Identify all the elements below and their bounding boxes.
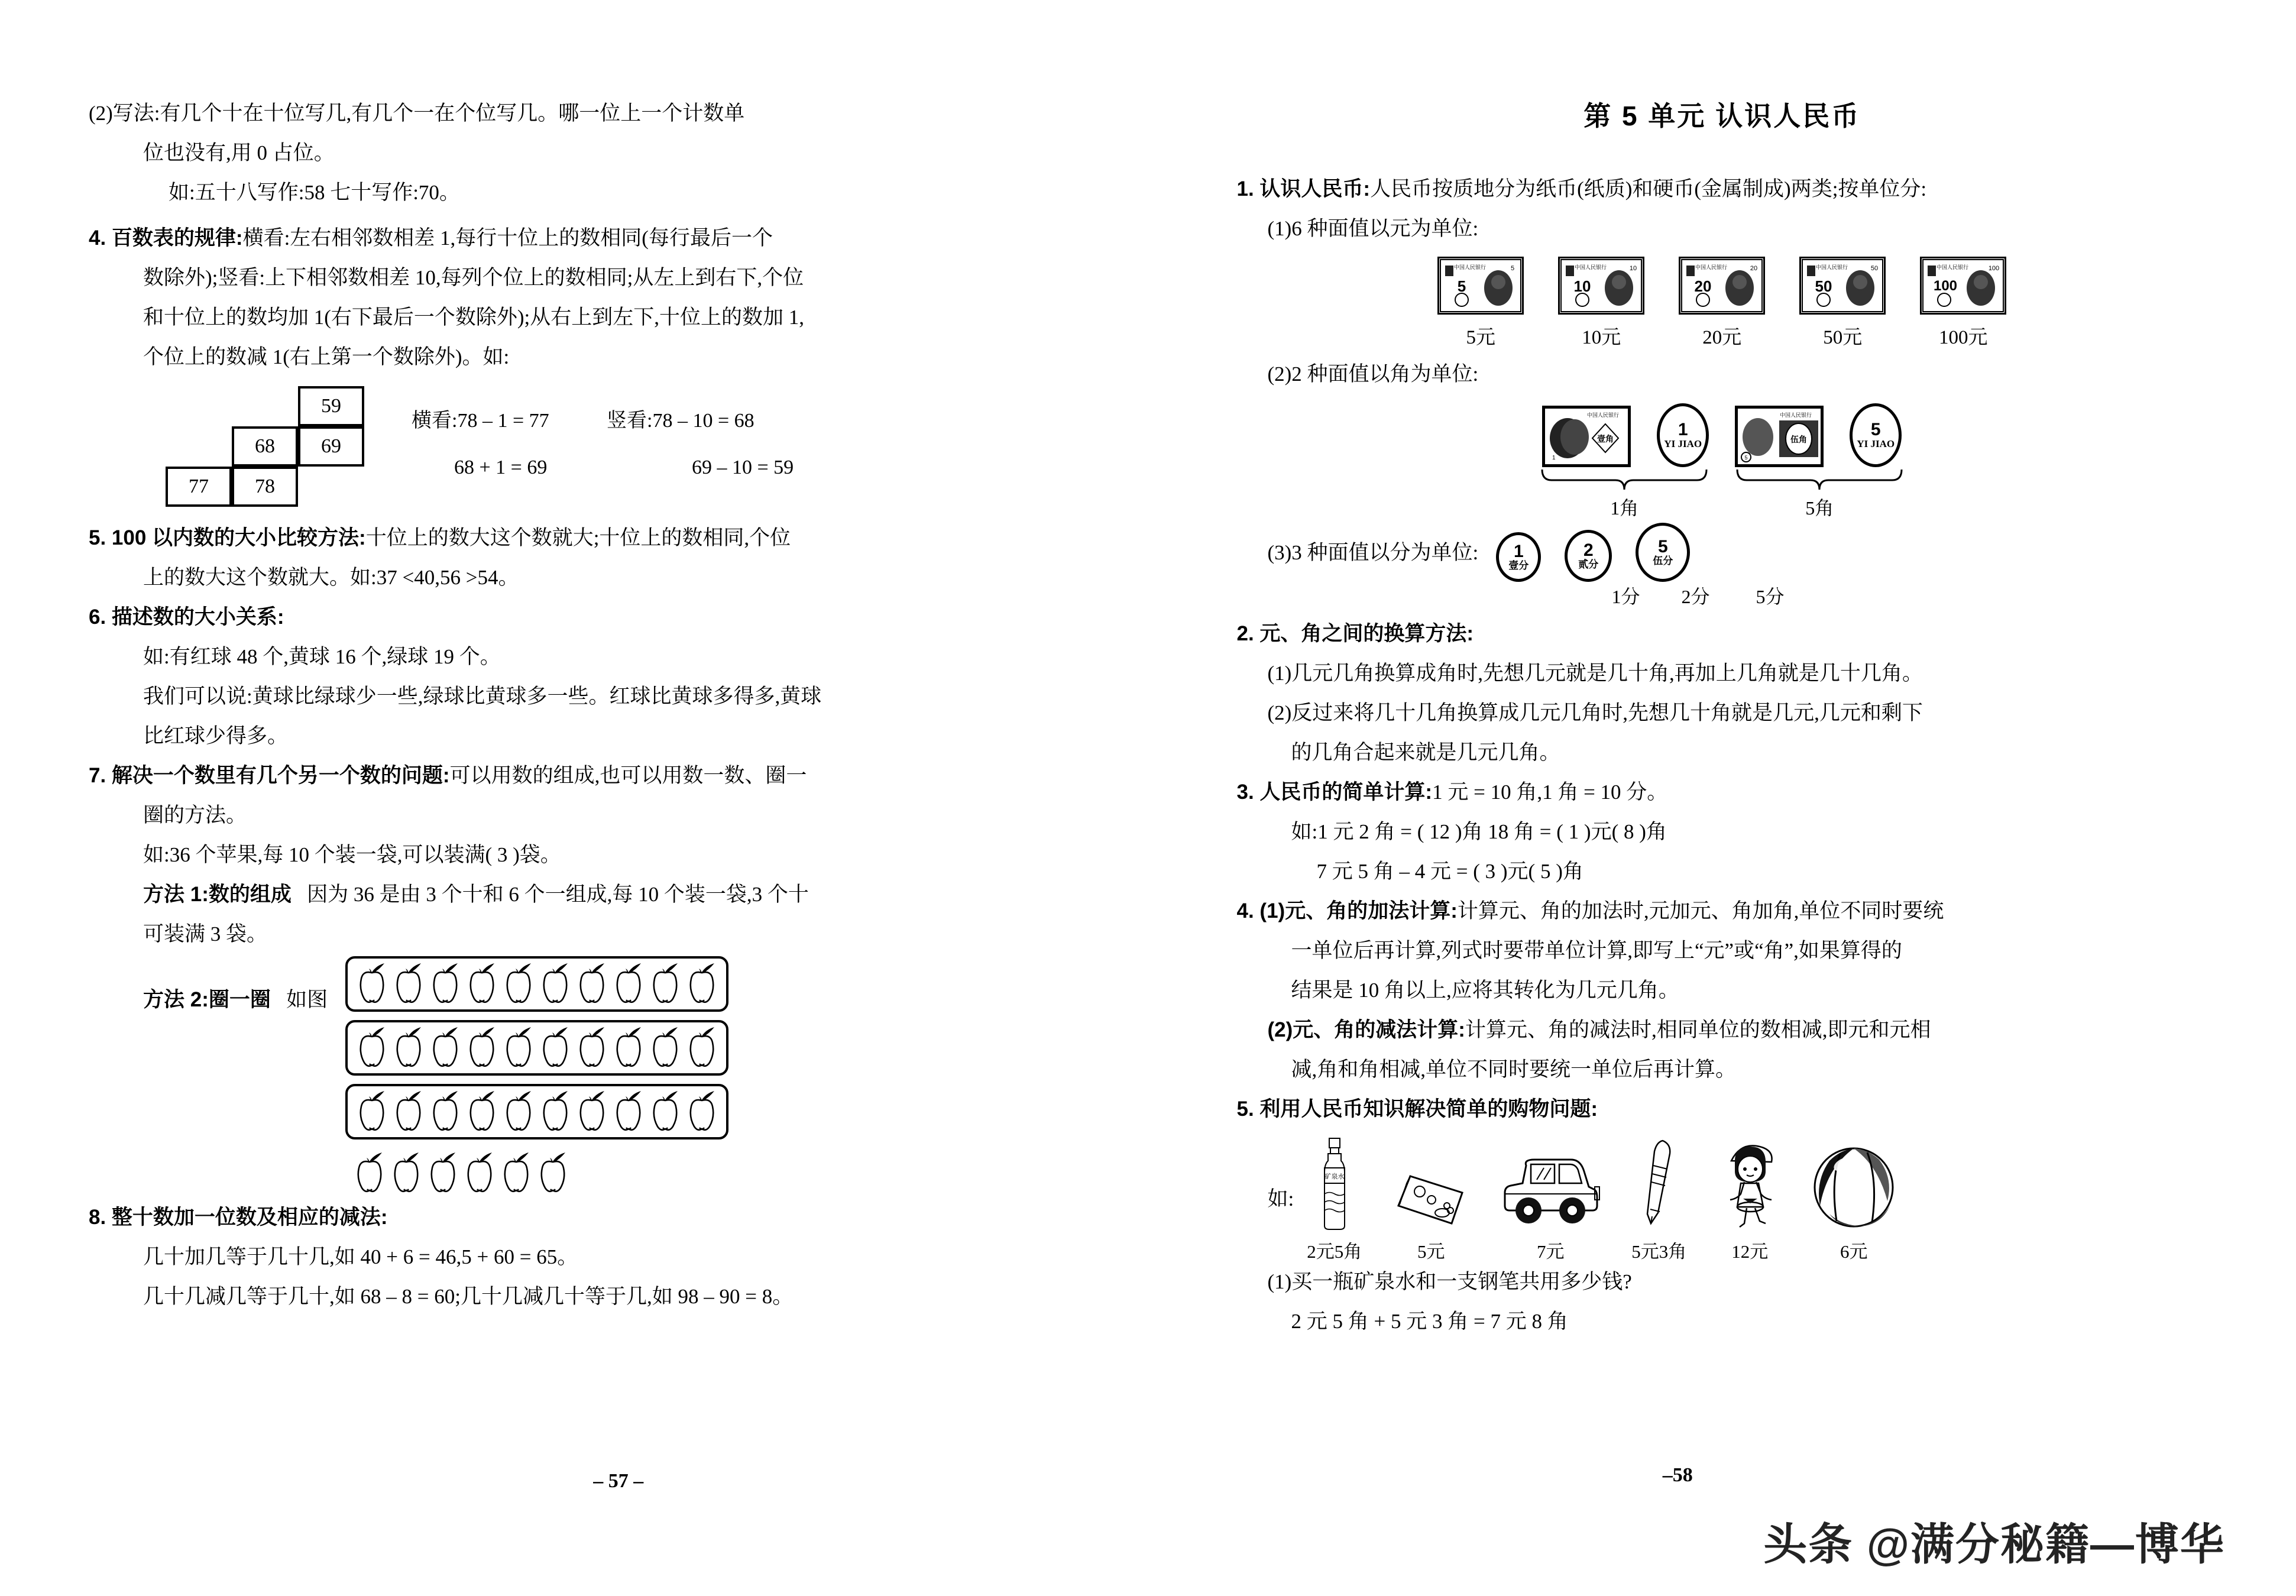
- writing-rule-line1: (2)写法:有几个十在十位写几,有几个一在个位写几。哪一位上一个计数单: [89, 102, 745, 125]
- page-number-right: –58: [1662, 1464, 1693, 1486]
- banknote-caption-100: 100元: [1939, 327, 1988, 348]
- apple-icon: [574, 1026, 610, 1070]
- item6-line3: 比红球少得多。: [143, 724, 289, 747]
- banknote-art-icon: [1439, 258, 1522, 313]
- apple-icon: [647, 1026, 684, 1070]
- apple-icon: [500, 1026, 537, 1070]
- price-fountain-pen: 5元3角: [1631, 1241, 1687, 1262]
- jiao-note-art-icon: [1544, 407, 1629, 465]
- grid-cell-68: 68: [232, 426, 298, 467]
- item4-text1: 横看:左右相邻数相差 1,每行十位上的数相同(每行最后一个: [242, 226, 773, 250]
- item7-line3: 如:36 个苹果,每 10 个装一袋,可以装满( 3 )袋。: [143, 843, 561, 866]
- fen-coin-5-chinese: 伍分: [1653, 555, 1673, 566]
- fen-coin-5: [1636, 523, 1690, 582]
- shop-item-doll: [1717, 1136, 1782, 1263]
- apple-loose-row: [345, 1148, 728, 1199]
- unit-title: 第 5 单元 认识人民币: [1583, 101, 1861, 131]
- shop-item-toy-car: [1500, 1136, 1601, 1263]
- item1-sub2: (2)2 种面值以角为单位:: [1267, 362, 1479, 386]
- shop-item-ball: [1813, 1136, 1895, 1263]
- banknote-caption-20: 20元: [1702, 327, 1742, 348]
- item7-line1: [89, 757, 1077, 794]
- calc-row-2: [412, 457, 887, 479]
- curly-brace-icon: [1735, 468, 1904, 492]
- item1-heading: 1. 认识人民币:: [1236, 177, 1371, 200]
- item3-example2: 7 元 5 角 – 4 元 = ( 3 )元( 5 )角: [1316, 860, 1583, 883]
- svg-text:矿泉水: 矿泉水: [1325, 1173, 1345, 1180]
- banknote-image-5: [1437, 257, 1524, 315]
- method2-text: 如图: [286, 988, 328, 1011]
- jiao-coin-5: [1850, 403, 1902, 467]
- apple-icon: [574, 1090, 610, 1134]
- svg-text:50: 50: [1871, 265, 1879, 272]
- item5-question: (1)买一瓶矿泉水和一支钢笔共用多少钱?: [1267, 1270, 1632, 1293]
- item2-sub1: (1)几元几角换算成角时,先想几元就是几十角,再加上几角就是几十几角。: [1267, 662, 1923, 685]
- jiao-coin-5-value: 5: [1870, 419, 1881, 439]
- item7-method1-cont: 可装满 3 袋。: [143, 922, 268, 946]
- apple-icon: [427, 1090, 464, 1134]
- apple-icon: [498, 1151, 535, 1195]
- fen-coin-1-chinese: 壹分: [1508, 559, 1529, 571]
- apple-icon: [425, 1151, 461, 1195]
- apple-icon: [537, 962, 574, 1006]
- banknote-5: [1437, 257, 1524, 349]
- svg-text:10: 10: [1630, 265, 1637, 272]
- banknote-caption-5: 5元: [1466, 327, 1495, 348]
- item4-sub1-text: 计算元、角的加法时,元加元、角加角,单位不同时要统: [1457, 899, 1944, 922]
- price-doll: 12元: [1731, 1241, 1769, 1262]
- item4-line1: [89, 219, 1077, 257]
- price-ball: 6元: [1840, 1241, 1868, 1262]
- item4-sub1-line2: 一单位后再计算,列式时要带单位计算,即写上“元”或“角”,如果算得的: [1291, 939, 1902, 962]
- apple-bag-2: [345, 1020, 728, 1076]
- banknote-art-icon: [1801, 258, 1884, 313]
- jiao-coin-5-label: YI JIAO: [1857, 438, 1895, 449]
- jiao-brace-group-5: [1735, 468, 1904, 520]
- fen-caption-5: 5分: [1756, 586, 1785, 607]
- apple-icon: [354, 962, 390, 1006]
- writing-rule-example: 如:五十八写作:58 七十写作:70。: [169, 181, 460, 204]
- fen-coin-2-value: 2: [1583, 540, 1594, 560]
- item2-sub2-line1: (2)反过来将几十几角换算成几元几角时,先想几十角就是几元,几元和剩下: [1267, 701, 1923, 724]
- apple-icon: [388, 1151, 425, 1195]
- apple-icon: [354, 1090, 390, 1134]
- apple-bag-row: [345, 1020, 728, 1084]
- apple-bag-3: [345, 1084, 728, 1139]
- item1-text: 人民币按质地分为纸币(纸质)和硬币(金属制成)两类;按单位分:: [1370, 177, 1927, 200]
- doll-icon: [1717, 1141, 1782, 1231]
- calc-row-1: [412, 404, 887, 433]
- svg-text:10: 10: [1573, 277, 1591, 295]
- apple-icon: [684, 962, 720, 1006]
- banknote-image-20: [1679, 257, 1765, 315]
- item2-heading: 2. 元、角之间的换算方法:: [1236, 622, 1474, 645]
- svg-text:壹角: 壹角: [1597, 435, 1614, 444]
- item5-text1: 十位上的数大这个数就大;十位上的数相同,个位: [365, 526, 791, 549]
- mineral-water-art: [1307, 1136, 1362, 1231]
- jiao-coin-1-value: 1: [1678, 419, 1688, 439]
- fen-captions-row: [1604, 582, 2208, 609]
- svg-text:中国人民银行: 中国人民银行: [1816, 264, 1848, 270]
- svg-text:1: 1: [1552, 455, 1556, 461]
- apple-icon: [351, 1151, 388, 1195]
- fen-caption-2: 2分: [1681, 586, 1710, 607]
- banknote-art-icon: [1560, 258, 1643, 313]
- apple-icon: [464, 1026, 500, 1070]
- fen-coin-2: [1565, 530, 1612, 582]
- shopping-example-label: 如:: [1267, 1187, 1294, 1210]
- banknote-10: [1558, 257, 1644, 349]
- item4-sub1-label: 4. (1)元、角的加法计算:: [1236, 899, 1458, 922]
- apple-bag-1: [345, 956, 728, 1012]
- item4-line3: 和十位上的数均加 1(右下最后一个数除外);从右上到左下,十位上的数加 1,: [143, 306, 805, 329]
- item7-heading: 7. 解决一个数里有几个另一个数的问题:: [89, 764, 450, 787]
- ball-art: [1813, 1136, 1895, 1231]
- calc-vertical-2: 69 – 10 = 59: [692, 457, 794, 478]
- svg-text:20: 20: [1694, 277, 1712, 295]
- price-pencil-case: 5元: [1417, 1241, 1445, 1262]
- svg-text:20: 20: [1750, 265, 1758, 272]
- fen-caption-1: 1分: [1611, 586, 1640, 607]
- apple-icon: [461, 1151, 498, 1195]
- apple-icon: [500, 1090, 537, 1134]
- apple-icon: [390, 1090, 427, 1134]
- banknote-caption-10: 10元: [1582, 327, 1621, 348]
- item7-method1: [89, 876, 1077, 913]
- banknote-50: [1799, 257, 1886, 349]
- fen-coin-1: [1496, 532, 1541, 582]
- item7-line2: 圈的方法。: [143, 804, 247, 827]
- jiao-caption-1: 1角: [1610, 497, 1639, 519]
- item8-line2: 几十几减几等于几十,如 68 – 8 = 60;几十几减几十等于几,如 98 – 90 = 8。: [143, 1285, 794, 1308]
- banknote-art-icon: [1680, 258, 1763, 313]
- svg-text:伍角: 伍角: [1790, 436, 1808, 445]
- shop-item-mineral-water: [1307, 1136, 1362, 1263]
- banknote-100: [1920, 257, 2006, 349]
- item1-line1: [1237, 170, 2208, 208]
- pencil-case-art: [1393, 1136, 1469, 1231]
- item3-text: 1 元 = 10 角,1 角 = 10 分。: [1432, 781, 1668, 804]
- svg-text:中国人民银行: 中国人民银行: [1587, 412, 1620, 418]
- left-page-column: [89, 95, 1148, 1549]
- price-mineral-water: 2元5角: [1307, 1241, 1362, 1262]
- item5-line1: [89, 519, 1077, 556]
- item7-text1: 可以用数的组成,也可以用数一数、圈一: [449, 764, 807, 787]
- staircase-calculations: [412, 404, 887, 513]
- item4-heading: 4. 百数表的规律:: [89, 226, 243, 250]
- svg-text:中国人民银行: 中国人民银行: [1780, 412, 1812, 418]
- jiao-note-5: [1735, 406, 1824, 467]
- fen-coin-1-value: 1: [1513, 541, 1524, 561]
- item3-line: [1237, 773, 2208, 811]
- curly-brace-icon: [1540, 468, 1709, 492]
- apple-icon: [574, 962, 610, 1006]
- toy-car-art: [1500, 1136, 1601, 1231]
- fen-coins-row: [1496, 523, 1690, 582]
- fountain-pen-art: [1631, 1136, 1686, 1231]
- apple-bag-row: [345, 956, 728, 1020]
- apple-loose-group: [345, 1148, 577, 1199]
- svg-text:100: 100: [1934, 278, 1958, 294]
- banknote-image-50: [1799, 257, 1886, 315]
- item5-heading: 5. 利用人民币知识解决简单的购物问题:: [1236, 1098, 1598, 1121]
- shopping-items-diagram: [1237, 1136, 2208, 1263]
- item2-sub2-line2: 的几角合起来就是几元几角。: [1291, 741, 1560, 764]
- method1-text: 因为 36 是由 3 个十和 6 个一组成,每 10 个装一袋,3 个十: [307, 883, 809, 906]
- jiao-coin-1: [1657, 403, 1709, 467]
- svg-text:中国人民银行: 中国人民银行: [1575, 264, 1607, 270]
- banknote-caption-50: 50元: [1823, 327, 1863, 348]
- jiao-note-art-icon: [1737, 407, 1822, 465]
- banknote-art-icon: [1922, 258, 2004, 313]
- apple-icon: [464, 962, 500, 1006]
- method2-line: [89, 956, 328, 1013]
- grid-cell-78: 78: [232, 467, 298, 507]
- apple-icon: [500, 962, 537, 1006]
- fen-currency-section: [1237, 523, 2208, 582]
- jiao-note-1: [1542, 406, 1631, 467]
- yuan-banknotes-row: [1237, 257, 2208, 349]
- fen-coin-5-value: 5: [1657, 536, 1668, 556]
- item4-sub2-label: (2)元、角的减法计算:: [1267, 1018, 1465, 1041]
- item4-line4: 个位上的数减 1(右上第一个数除外)。如:: [143, 345, 510, 368]
- item4-sub2-line2: 减,角和角相减,单位不同时要统一单位后再计算。: [1291, 1058, 1737, 1081]
- price-toy-car: 7元: [1536, 1241, 1565, 1262]
- jiao-brace-row: [1237, 468, 2208, 520]
- apple-icon: [647, 1090, 684, 1134]
- item3-heading: 3. 人民币的简单计算:: [1236, 781, 1433, 804]
- svg-text:100: 100: [1989, 265, 2000, 272]
- calc-horizontal-2: 68 + 1 = 69: [454, 457, 548, 478]
- item5-answer: 2 元 5 角 + 5 元 3 角 = 7 元 8 角: [1291, 1310, 1568, 1333]
- apple-grouping-diagram: [89, 956, 1077, 1199]
- jiao-currency-row: [1237, 403, 2208, 467]
- apple-icon: [535, 1151, 571, 1195]
- apple-rows: [345, 956, 728, 1199]
- item5-heading: 5. 100 以内数的大小比较方法:: [89, 526, 366, 549]
- jiao-caption-5: 5角: [1805, 497, 1834, 519]
- item6-heading: 6. 描述数的大小关系:: [89, 606, 284, 629]
- watermark-text: 头条 @满分秘籍—博华: [1763, 1520, 2225, 1569]
- banknote-image-100: [1920, 257, 2006, 315]
- calc-vertical-1: 竖看:78 – 10 = 68: [607, 410, 754, 432]
- apple-icon: [537, 1026, 574, 1070]
- grid-cell-69: 69: [298, 426, 364, 467]
- apple-icon: [390, 1026, 427, 1070]
- svg-text:5: 5: [1744, 455, 1748, 461]
- pencil-case-icon: [1393, 1169, 1469, 1231]
- banknote-20: [1679, 257, 1765, 349]
- right-page-column: [1148, 95, 2208, 1549]
- svg-text:5: 5: [1511, 265, 1515, 272]
- apple-icon: [610, 962, 647, 1006]
- item8-line1: 几十加几等于几十几,如 40 + 6 = 46,5 + 60 = 65。: [143, 1245, 578, 1268]
- item1-sub1: (1)6 种面值以元为单位:: [1267, 217, 1479, 240]
- writing-rule-line2: 位也没有,用 0 占位。: [143, 141, 335, 164]
- shop-item-pencil-case: [1393, 1136, 1469, 1263]
- item4-sub2-text: 计算元、角的减法时,相同单位的数相减,即元和元相: [1465, 1018, 1931, 1041]
- apple-icon: [390, 962, 427, 1006]
- item6-line1: 如:有红球 48 个,黄球 16 个,绿球 19 个。: [143, 645, 501, 668]
- item4-sub1-line3: 结果是 10 角以上,应将其转化为几元几角。: [1291, 979, 1679, 1002]
- banknote-image-10: [1558, 257, 1644, 315]
- item4-line2: 数除外);竖看:上下相邻数相差 10,每列个位上的数相同;从左上到右下,个位: [143, 266, 804, 289]
- method1-label: 方法 1:数的组成: [143, 883, 292, 906]
- item3-example1: 如:1 元 2 角 = ( 12 )角 18 角 = ( 1 )元( 8 )角: [1291, 820, 1667, 843]
- page-number-left: – 57 –: [593, 1470, 644, 1492]
- apple-icon: [537, 1090, 574, 1134]
- doll-art: [1717, 1136, 1782, 1231]
- apple-icon: [427, 1026, 464, 1070]
- jiao-coin-1-label: YI JIAO: [1664, 438, 1702, 449]
- apple-icon: [684, 1026, 720, 1070]
- grid-cell-77: 77: [166, 467, 232, 507]
- item4-sub1-line1: [1237, 892, 2208, 930]
- toy-car-icon: [1500, 1156, 1601, 1231]
- svg-text:中国人民银行: 中国人民银行: [1695, 264, 1728, 270]
- item1-sub3: (3)3 种面值以分为单位:: [1267, 540, 1479, 564]
- water-bottle-icon: [1316, 1137, 1353, 1231]
- svg-text:50: 50: [1815, 277, 1832, 295]
- apple-icon: [427, 962, 464, 1006]
- apple-icon: [647, 962, 684, 1006]
- method2-label: 方法 2:圈一圈: [143, 988, 271, 1011]
- shopping-items-row: [1307, 1136, 1895, 1263]
- fen-coin-2-chinese: 贰分: [1578, 558, 1599, 570]
- svg-text:中国人民银行: 中国人民银行: [1454, 264, 1487, 270]
- shop-item-fountain-pen: [1631, 1136, 1686, 1263]
- grid-cell-59: 59: [298, 386, 364, 426]
- apple-icon: [684, 1090, 720, 1134]
- apple-icon: [610, 1090, 647, 1134]
- item6-line2: 我们可以说:黄球比绿球少一些,绿球比黄球多一些。红球比黄球多得多,黄球: [143, 685, 822, 708]
- calc-horizontal-1: 横看:78 – 1 = 77: [412, 410, 549, 432]
- svg-text:5: 5: [1458, 277, 1466, 295]
- hundred-chart-diagram: [89, 386, 1077, 513]
- beach-ball-icon: [1813, 1144, 1895, 1231]
- item8-heading: 8. 整十数加一位数及相应的减法:: [89, 1206, 388, 1229]
- jiao-brace-group-1: [1540, 468, 1709, 520]
- svg-text:中国人民银行: 中国人民银行: [1936, 264, 1969, 270]
- number-staircase: [166, 386, 390, 513]
- item4-sub2-line1: [1237, 1011, 2208, 1048]
- apple-bag-row: [345, 1084, 728, 1148]
- apple-icon: [464, 1090, 500, 1134]
- apple-icon: [610, 1026, 647, 1070]
- apple-icon: [354, 1026, 390, 1070]
- fountain-pen-icon: [1640, 1138, 1678, 1231]
- item5-line2: 上的数大这个数就大。如:37 <40,56 >54。: [143, 566, 519, 589]
